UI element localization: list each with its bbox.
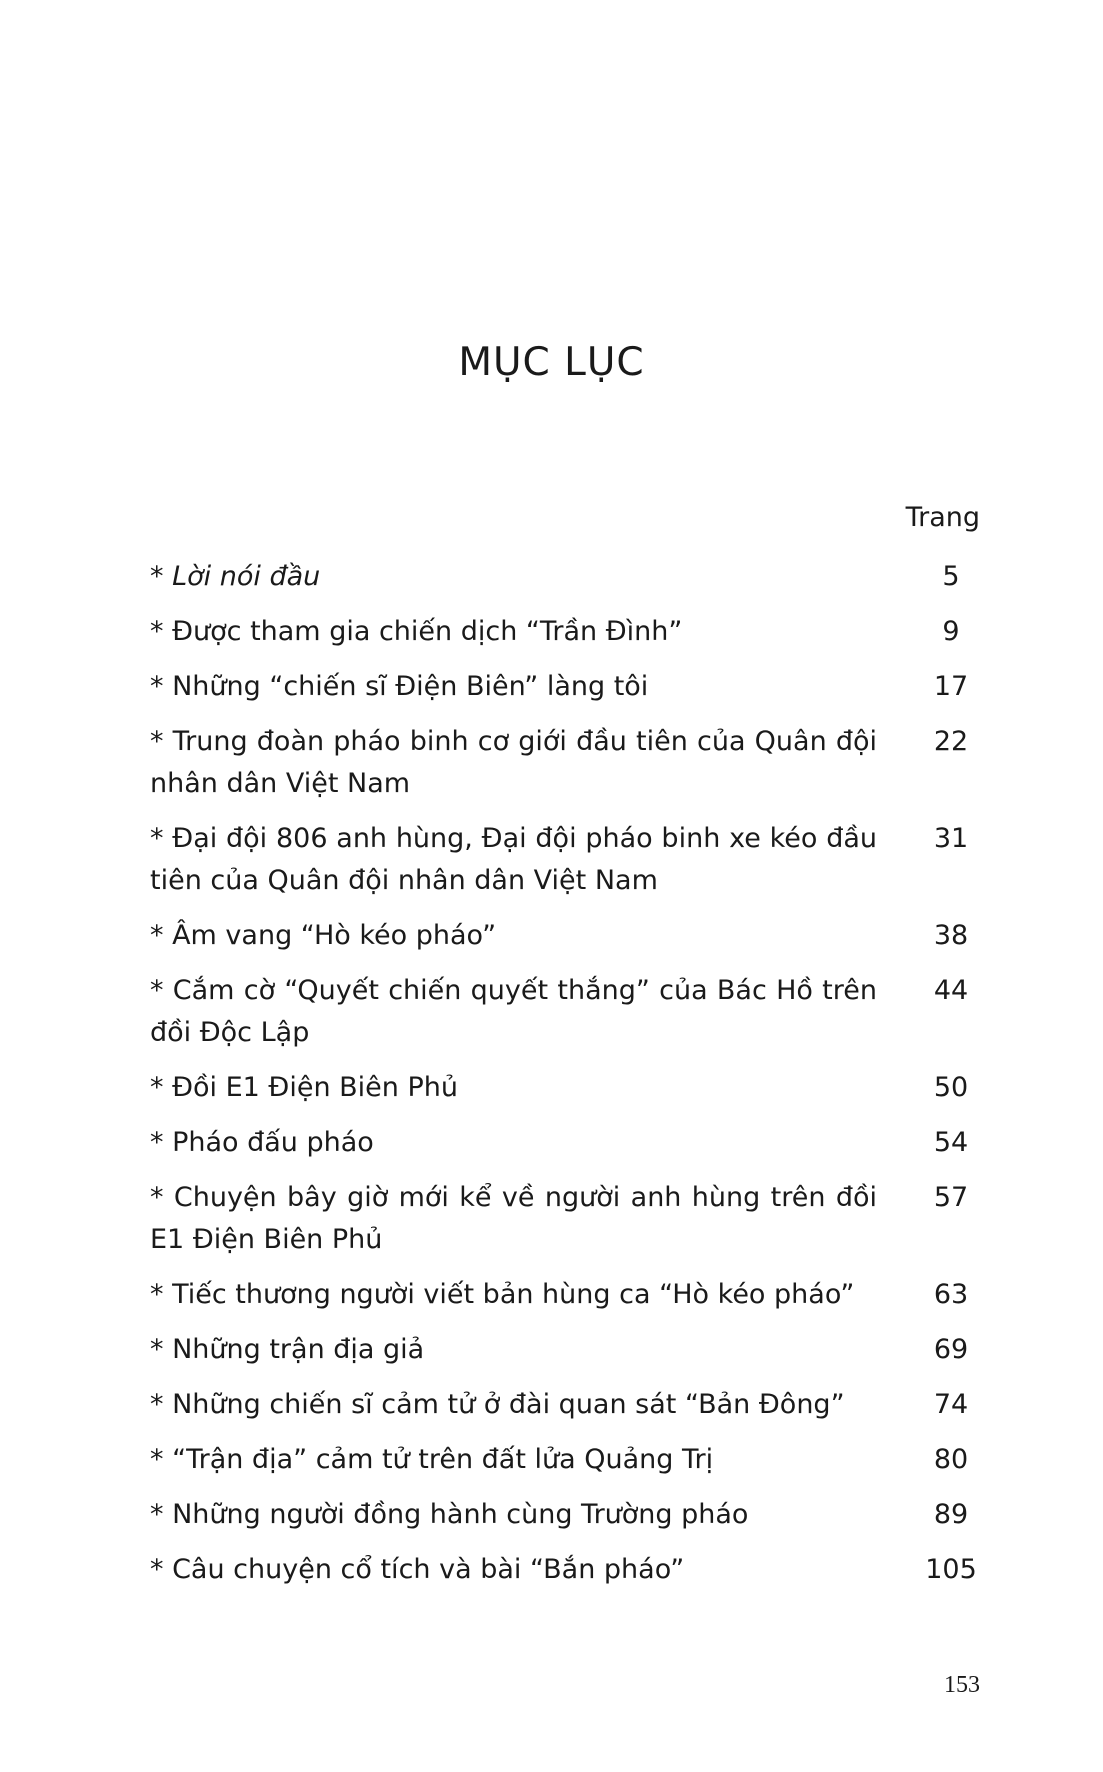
- toc-entry: [150, 818, 980, 902]
- toc-entry: [150, 1067, 980, 1109]
- toc-entry-title: * Những “chiến sĩ Điện Biên” làng tôi: [150, 671, 649, 702]
- toc-entry-title: * Những người đồng hành cùng Trường pháo: [150, 1499, 749, 1530]
- page-title: MỤC LỤC: [458, 340, 645, 385]
- toc-entry-title: * Được tham gia chiến dịch “Trần Đình”: [150, 616, 683, 647]
- toc-entry-page: 17: [933, 671, 969, 702]
- toc-entry-page: 5: [942, 561, 960, 592]
- toc-entry: [150, 1177, 980, 1261]
- toc-entry: [150, 1122, 980, 1164]
- toc-entry-title: * Đồi E1 Điện Biên Phủ: [150, 1072, 458, 1103]
- toc-entry-title: * Cắm cờ “Quyết chiến quyết thắng” của Bác Hồ trên đồi Độc Lập: [150, 975, 877, 1048]
- toc-entry: [150, 666, 980, 708]
- toc-entry: [150, 970, 980, 1054]
- toc-entry-page: 54: [933, 1127, 969, 1158]
- toc-entry: [150, 1384, 980, 1426]
- toc-entry-page: 105: [925, 1554, 977, 1585]
- toc-entry: [150, 1439, 980, 1481]
- toc-entry-page: 50: [933, 1072, 969, 1103]
- toc-entry-page: 57: [933, 1182, 969, 1213]
- toc-entry: [150, 1329, 980, 1371]
- toc-entry-page: 22: [933, 726, 969, 757]
- toc-entry-page: 80: [933, 1444, 969, 1475]
- toc-entry-title: * Những chiến sĩ cảm tử ở đài quan sát “Bản Đông”: [150, 1389, 845, 1420]
- toc-entry: [150, 721, 980, 805]
- toc-entry: [150, 611, 980, 653]
- toc-entry-title: * Đại đội 806 anh hùng, Đại đội pháo binh xe kéo đầu tiên của Quân đội nhân dân Việt Nam: [150, 823, 877, 896]
- toc-entry-title: * “Trận địa” cảm tử trên đất lửa Quảng Trị: [150, 1444, 714, 1475]
- toc-entry-page: 44: [933, 975, 969, 1006]
- page-column-header: Trang: [905, 502, 980, 533]
- toc-entry-title: * Pháo đấu pháo: [150, 1127, 374, 1158]
- toc-entry-title: * Tiếc thương người viết bản hùng ca “Hò kéo pháo”: [150, 1279, 855, 1310]
- toc-entry-title: * Câu chuyện cổ tích và bài “Bắn pháo”: [150, 1554, 685, 1585]
- toc-entry: [150, 556, 980, 598]
- toc-entry: [150, 1274, 980, 1316]
- toc-entry-title: * Âm vang “Hò kéo pháo”: [150, 920, 497, 951]
- toc-entry: [150, 1494, 980, 1536]
- toc-entry-page: 31: [933, 823, 969, 854]
- toc-entry-title: * Lời nói đầu: [150, 561, 321, 592]
- toc-entry-page: 89: [933, 1499, 969, 1530]
- toc-entry-title: * Chuyện bây giờ mới kể về người anh hùng trên đồi E1 Điện Biên Phủ: [150, 1182, 877, 1255]
- page-number: 153: [944, 1672, 980, 1698]
- toc-entry-page: 9: [942, 616, 960, 647]
- toc-entry-page: 69: [933, 1334, 969, 1365]
- table-of-contents: [150, 556, 980, 1604]
- toc-entry-page: 74: [933, 1389, 969, 1420]
- toc-entry: [150, 915, 980, 957]
- toc-entry-page: 63: [933, 1279, 969, 1310]
- toc-entry-title: * Những trận địa giả: [150, 1334, 425, 1365]
- toc-entry-page: 38: [933, 920, 969, 951]
- toc-entry: [150, 1549, 980, 1591]
- toc-entry-title: * Trung đoàn pháo binh cơ giới đầu tiên của Quân đội nhân dân Việt Nam: [150, 726, 877, 799]
